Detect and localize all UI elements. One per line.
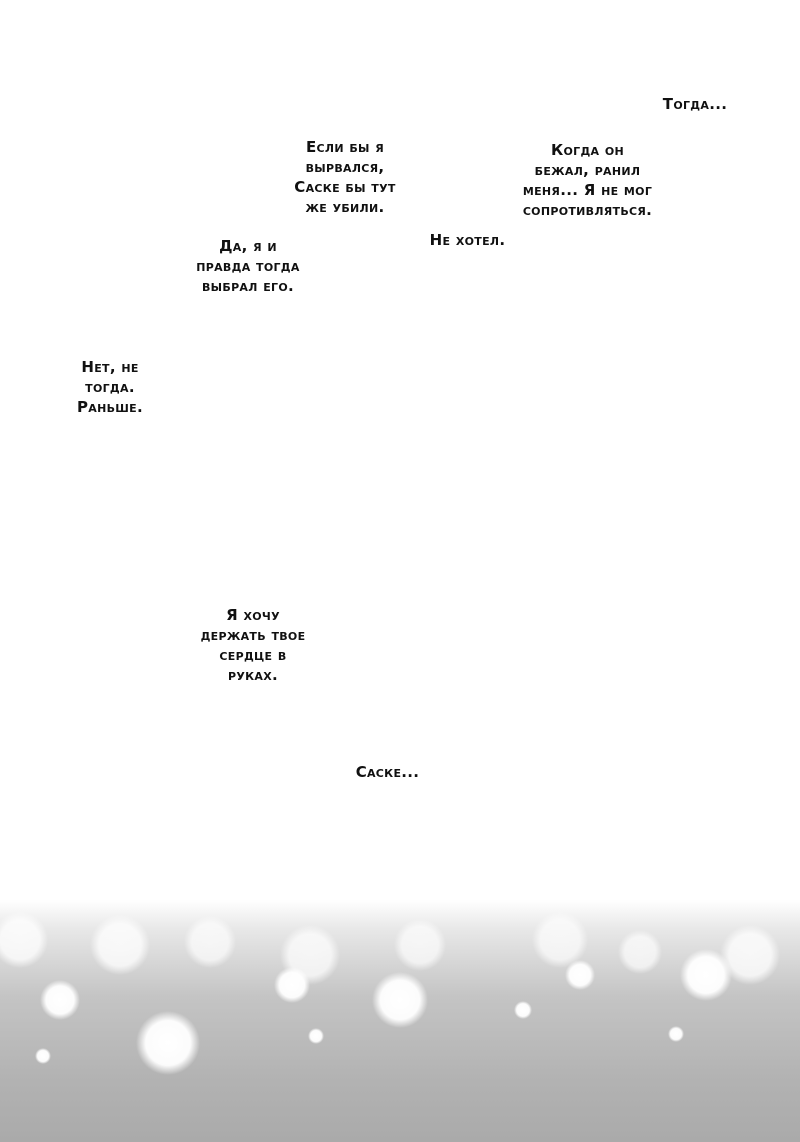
bokeh-background <box>0 900 800 1142</box>
caption-net-ne: Нет, не тогда. Раньше. <box>77 358 143 416</box>
caption-togda: Тогда... <box>662 95 728 113</box>
caption-ya-hochu: Я хочу держать твое сердце в руках. <box>200 606 306 684</box>
caption-ne-hotel: Не хотел. <box>429 231 506 249</box>
caption-da-ya: Да, я и правда тогда выбрал его. <box>196 237 300 295</box>
caption-esli-by: Если бы я вырвался, Саске бы тут же убили. <box>294 138 396 216</box>
bokeh-lights <box>0 900 800 1142</box>
caption-kogda-on: Когда он бежал, ранил меня... Я не мог сопротивляться. <box>522 141 653 219</box>
caption-saske: Саске... <box>355 763 420 781</box>
